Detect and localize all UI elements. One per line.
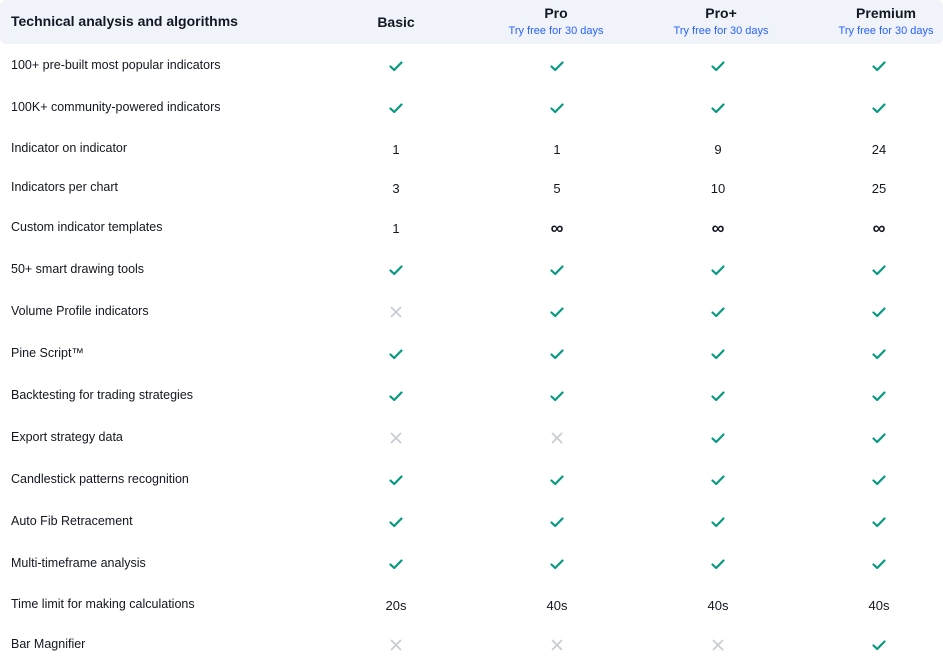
table-row (0, 386, 943, 406)
plan-name: Pro+ (705, 5, 737, 21)
feature-value: 40s (546, 597, 568, 613)
table-row (0, 470, 943, 490)
feature-label: Export strategy data (11, 430, 123, 444)
check-icon (688, 302, 748, 322)
table-row (0, 344, 943, 364)
feature-label: Backtesting for trading strategies (11, 388, 194, 402)
feature-label: Custom indicator templates (11, 220, 163, 234)
check-icon (688, 554, 748, 574)
table-row (0, 56, 943, 76)
feature-value: 9 (714, 141, 722, 157)
check-icon (688, 56, 748, 76)
feature-value: ∞ (711, 217, 725, 238)
cross-icon (366, 635, 426, 655)
check-icon (849, 554, 909, 574)
table-row (0, 554, 943, 574)
check-icon (527, 344, 587, 364)
cross-icon (527, 428, 587, 448)
check-icon (527, 512, 587, 532)
check-icon (527, 470, 587, 490)
feature-label: Auto Fib Retracement (11, 514, 133, 528)
table-row (0, 512, 943, 532)
try-free-link[interactable]: Try free for 30 days (838, 25, 934, 37)
plan-name: Pro (544, 5, 568, 21)
table-row (0, 98, 943, 118)
try-free-link[interactable]: Try free for 30 days (673, 25, 769, 37)
plan-name: Premium (856, 5, 916, 21)
feature-value: ∞ (872, 217, 886, 238)
table-row (0, 139, 943, 159)
feature-value: 1 (392, 141, 400, 157)
check-icon (527, 554, 587, 574)
check-icon (366, 56, 426, 76)
table-header (0, 0, 943, 44)
check-icon (366, 554, 426, 574)
check-icon (527, 98, 587, 118)
check-icon (366, 344, 426, 364)
check-icon (849, 260, 909, 280)
feature-label: Multi-timeframe analysis (11, 556, 146, 570)
feature-value: ∞ (550, 217, 564, 238)
check-icon (688, 386, 748, 406)
check-icon (849, 344, 909, 364)
check-icon (366, 512, 426, 532)
feature-value: 3 (392, 180, 400, 196)
plan-basic (377, 13, 414, 31)
check-icon (527, 302, 587, 322)
check-icon (688, 344, 748, 364)
check-icon (527, 56, 587, 76)
feature-label: Volume Profile indicators (11, 304, 149, 318)
check-icon (849, 56, 909, 76)
check-icon (849, 512, 909, 532)
cross-icon (366, 302, 426, 322)
table-row (0, 218, 943, 238)
table-row (0, 635, 943, 655)
cross-icon (688, 635, 748, 655)
check-icon (849, 428, 909, 448)
check-icon (849, 635, 909, 655)
table-row (0, 178, 943, 198)
plan-premium (839, 4, 934, 39)
check-icon (688, 260, 748, 280)
plan-pro-plus (674, 4, 769, 39)
feature-label: 50+ smart drawing tools (11, 262, 145, 276)
feature-label: Indicators per chart (11, 180, 118, 194)
plan-name: Basic (377, 14, 415, 30)
check-icon (527, 260, 587, 280)
feature-value: 5 (553, 180, 561, 196)
feature-value: 24 (871, 141, 887, 157)
feature-value: 20s (385, 597, 407, 613)
check-icon (688, 428, 748, 448)
check-icon (688, 470, 748, 490)
check-icon (366, 386, 426, 406)
feature-label: Pine Script™ (11, 346, 84, 360)
feature-value: 1 (392, 220, 400, 236)
check-icon (688, 98, 748, 118)
section-title: Technical analysis and algorithms (11, 13, 238, 29)
check-icon (688, 512, 748, 532)
feature-value: 10 (710, 180, 726, 196)
check-icon (849, 302, 909, 322)
cross-icon (366, 428, 426, 448)
try-free-link[interactable]: Try free for 30 days (508, 25, 604, 37)
table-row (0, 302, 943, 322)
plan-pro (509, 4, 604, 39)
check-icon (366, 98, 426, 118)
feature-label: Time limit for making calculations (11, 597, 195, 611)
check-icon (527, 386, 587, 406)
feature-value: 1 (553, 141, 561, 157)
check-icon (849, 386, 909, 406)
feature-value: 40s (707, 597, 729, 613)
cross-icon (527, 635, 587, 655)
check-icon (849, 98, 909, 118)
table-row (0, 595, 943, 615)
feature-label: Indicator on indicator (11, 141, 128, 155)
table-row (0, 428, 943, 448)
feature-label: Candlestick patterns recognition (11, 472, 189, 486)
feature-label: 100K+ community-powered indicators (11, 100, 221, 114)
feature-value: 25 (871, 180, 887, 196)
feature-label: 100+ pre-built most popular indicators (11, 58, 221, 72)
feature-value: 40s (868, 597, 890, 613)
check-icon (366, 470, 426, 490)
check-icon (366, 260, 426, 280)
table-row (0, 260, 943, 280)
check-icon (849, 470, 909, 490)
feature-label: Bar Magnifier (11, 637, 86, 651)
